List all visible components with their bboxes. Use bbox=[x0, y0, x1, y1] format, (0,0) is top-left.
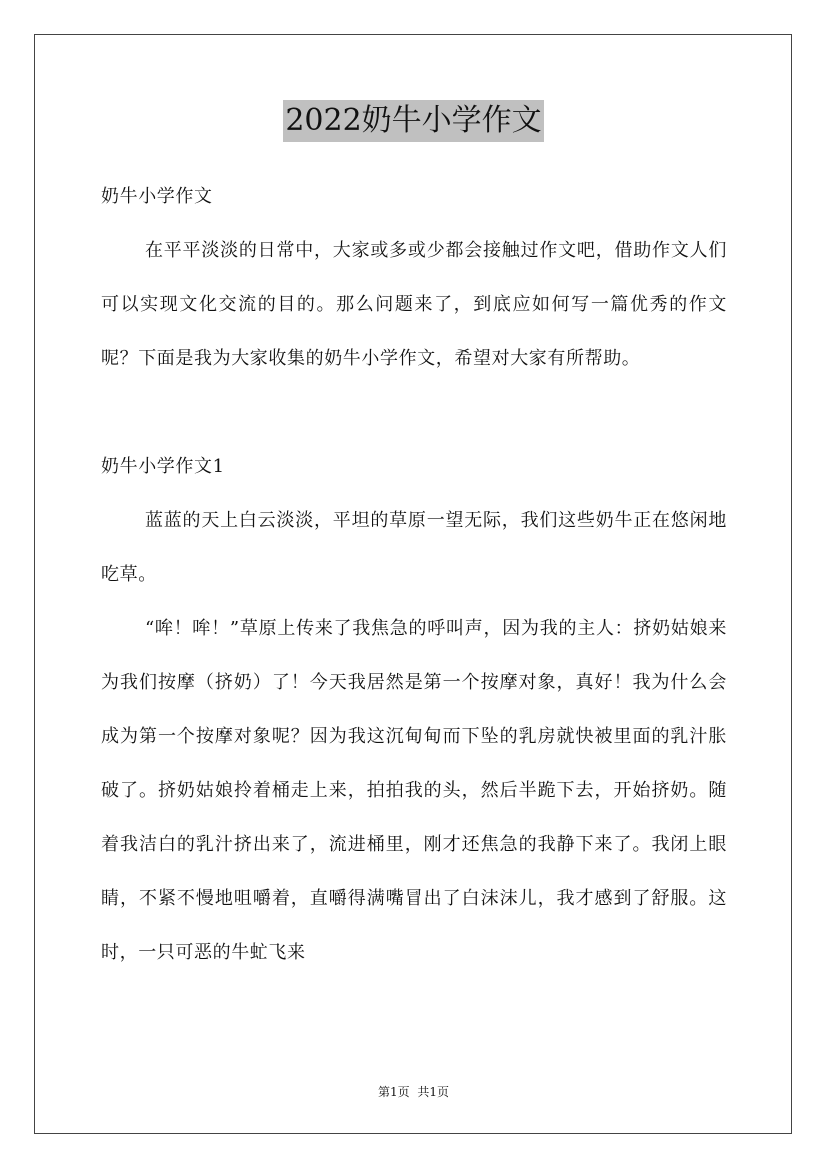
body-paragraph: “哞！哞！”草原上传来了我焦急的呼叫声，因为我的主人：挤奶姑娘来为我们按摩（挤奶）了！今天我居然是第一个按摩对象，真好！我为什么会成为第一个按摩对象呢？因为我这沉甸甸而下坠的乳房就快被里面的乳汁胀破了。挤奶姑娘拎着桶走上来，拍拍我的头，然后半跪下去，开始挤奶。随着我洁白的乳汁挤出来了，流进桶里，刚才还焦急的我静下来了。我闭上眼睛，不紧不慢地咀嚼着，直嚼得满嘴冒出了白沫沫儿，我才感到了舒服。这时，一只可恶的牛虻飞来 bbox=[101, 618, 727, 963]
body-paragraph: 蓝蓝的天上白云淡淡，平坦的草原一望无际，我们这些奶牛正在悠闲地吃草。 bbox=[101, 510, 727, 585]
section-heading: 奶牛小学作文1 bbox=[101, 456, 225, 477]
section-gap bbox=[101, 386, 727, 440]
intro-paragraph: 在平平淡淡的日常中，大家或多或少都会接触过作文吧，借助作文人们可以实现文化交流的目的。那么问题来了，到底应如何写一篇优秀的作文呢？下面是我为大家收集的奶牛小学作文，希望对大家有所帮助。 bbox=[101, 240, 727, 369]
document-body bbox=[101, 170, 727, 980]
page-footer bbox=[0, 1084, 827, 1100]
title-container bbox=[0, 100, 827, 142]
page-number: 第1页 bbox=[377, 1085, 410, 1099]
page-total: 共1页 bbox=[417, 1085, 450, 1099]
document-subtitle: 奶牛小学作文 bbox=[101, 186, 213, 207]
document-title: 2022奶牛小学作文 bbox=[283, 100, 543, 142]
